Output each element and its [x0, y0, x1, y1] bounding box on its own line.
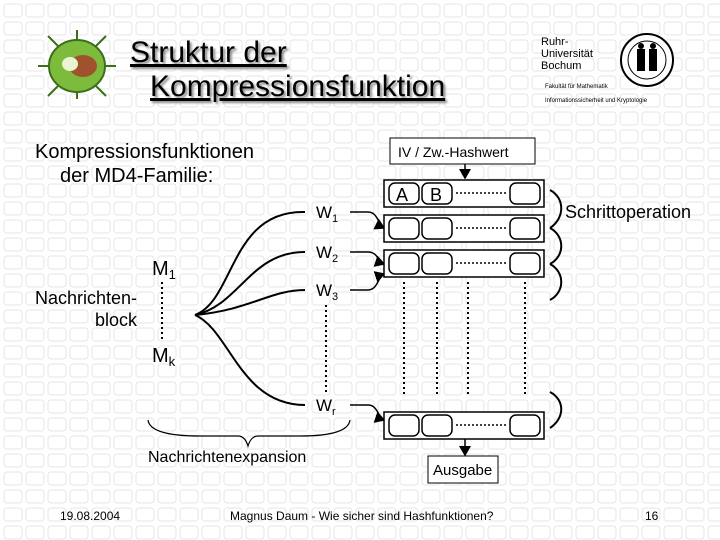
faculty-text: Fakultät für Mathematik — [545, 84, 608, 90]
diagram-heading-line-2: der MD4-Familie: — [60, 165, 214, 187]
expansion-label: Nachrichtenexpansion — [148, 449, 307, 466]
register-row-3 — [384, 250, 544, 277]
register-row-last — [384, 412, 544, 439]
diagram-heading-line-1: Kompressionsfunktionen — [35, 141, 255, 163]
register-b-label: B — [430, 185, 443, 205]
institute-text: Informationssicherheit und Kryptologie — [545, 98, 648, 104]
expanded-word-wr: $W_r$ — [316, 396, 336, 418]
title-line-2: Kompressionsfunktion — [150, 70, 446, 103]
register-row-2 — [384, 215, 544, 242]
iv-label: IV / Zw.-Hashwert — [398, 144, 509, 160]
expanded-word-w3: $W_3$ — [316, 281, 339, 303]
expansion-curves — [195, 212, 305, 405]
expanded-word-w2: $W_2$ — [316, 243, 339, 265]
expansion-brace — [148, 420, 350, 446]
message-word-m1: $M_1$ — [152, 258, 176, 282]
word-input-arrows — [350, 212, 384, 420]
message-word-mk: $M_k$ — [152, 345, 176, 369]
university-line-1: Ruhr- — [541, 36, 569, 48]
footer-author: Magnus Daum - Wie sicher sind Hashfunktionen? — [230, 509, 494, 523]
register-columns-dots — [404, 282, 525, 395]
footer-page-number: 16 — [645, 509, 659, 523]
register-a-label: A — [396, 185, 409, 205]
footer-date: 19.08.2004 — [60, 509, 121, 523]
output-label: Ausgabe — [433, 462, 493, 479]
expanded-word-w1: $W_1$ — [316, 203, 339, 225]
university-line-3: Bochum — [541, 60, 582, 72]
step-brackets — [550, 190, 561, 428]
university-line-2: Universität — [541, 48, 593, 60]
message-block-label-line-1: Nachrichten- — [35, 288, 138, 308]
step-operation-label: Schrittoperation — [565, 202, 692, 222]
register-row-1 — [384, 180, 544, 207]
title-line-1: Struktur der — [130, 36, 287, 69]
message-block-label-line-2: block — [95, 310, 138, 330]
